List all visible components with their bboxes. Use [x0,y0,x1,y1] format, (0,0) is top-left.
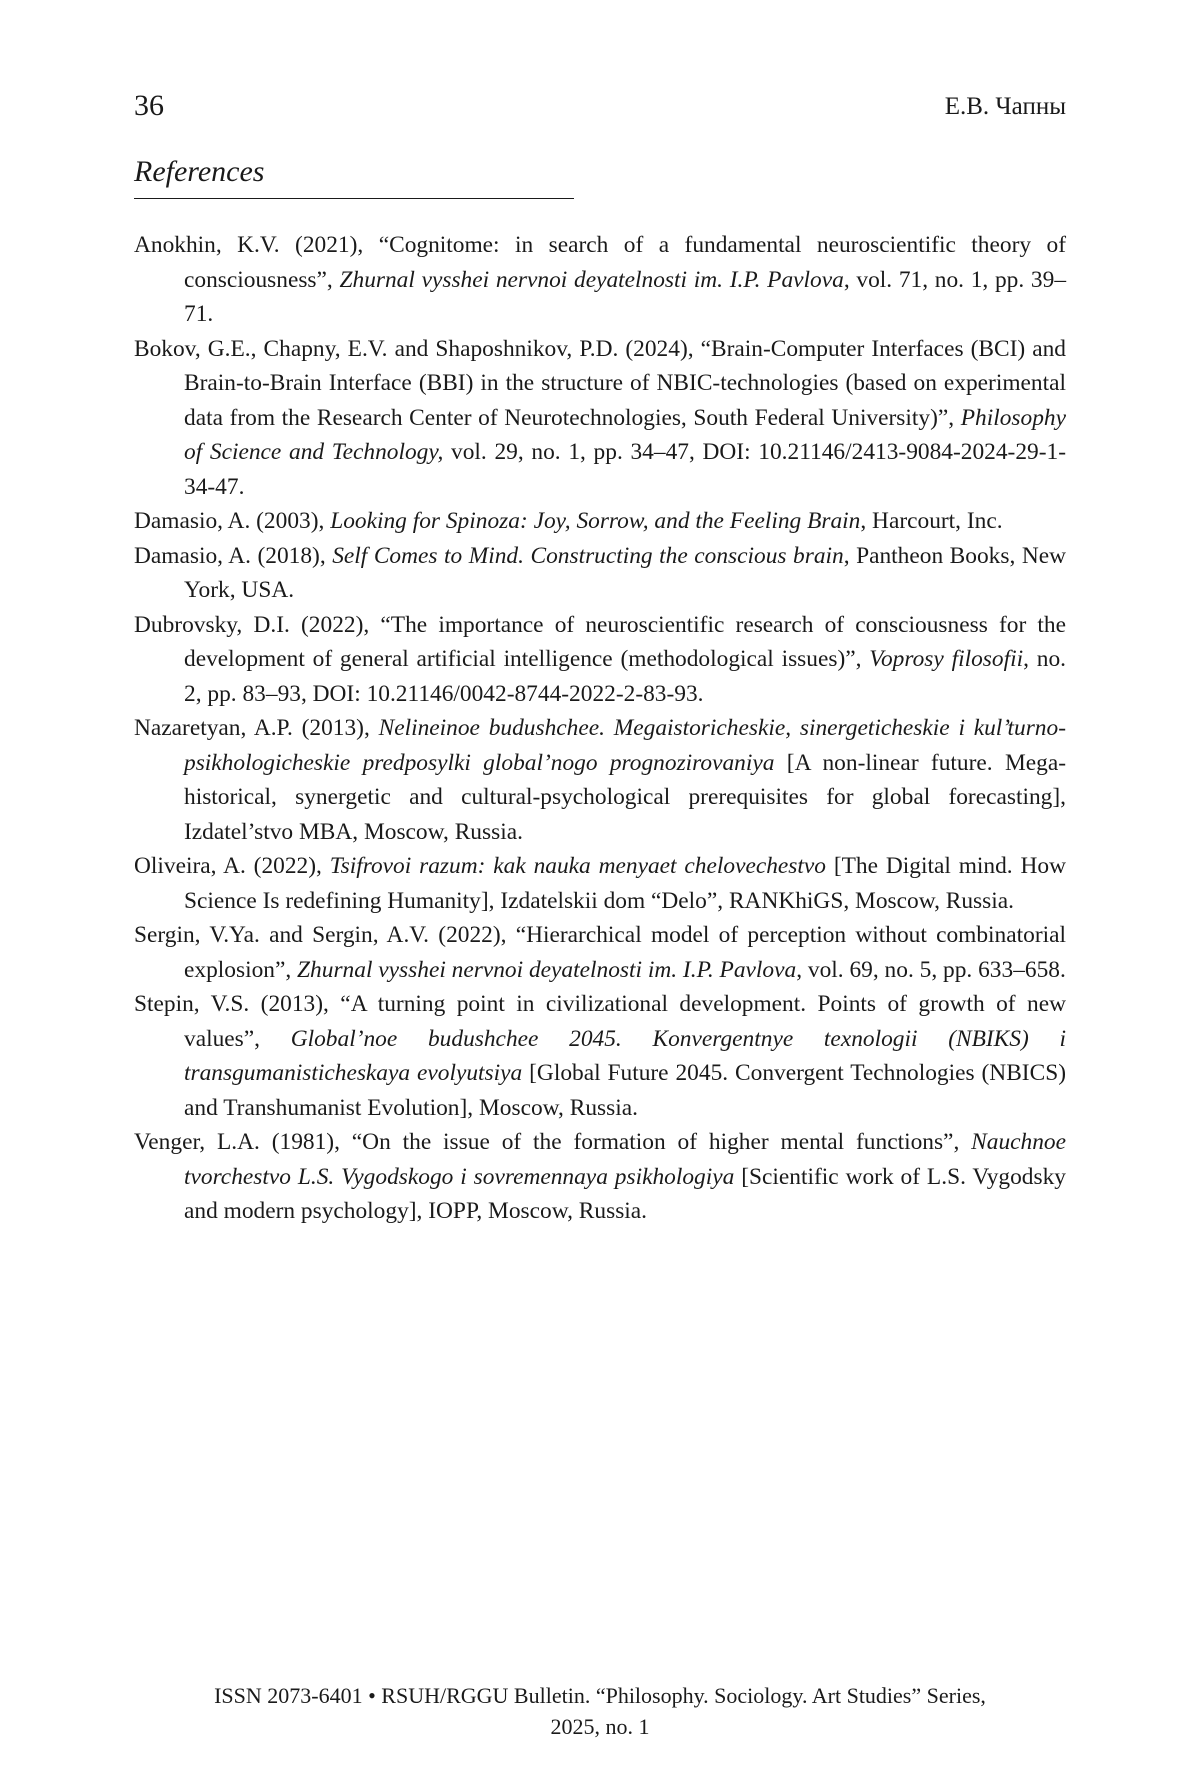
reference-text: Nazaretyan, A.P. (2013), [134,715,379,741]
reference-text: , vol. 69, no. 5, pp. 633–658. [796,957,1066,983]
section-title: References [134,152,574,199]
reference-text: Damasio, A. (2003), [134,508,330,534]
reference-source-title: Tsifrovoi razum: kak nauka menyaet chelovechestvo [330,853,826,879]
reference-text: [A non-linear future. Mega-historical, synergetic and cultural-psychological prerequisites for global forecasting], Izdatel’stvo MBA, Moscow, Russia. [184,750,1066,845]
reference-item [134,504,1066,539]
reference-text: , no. 2, pp. 83–93, DOI: 10.21146/0042-8744-2022-2-83-93. [184,646,1066,707]
reference-text: [The Digital mind. How Science Is redefining Humanity], Izdatelskii dom “Delo”, RANKhiGS, Moscow, Russia. [184,853,1066,914]
footer-issue-line: 2025, no. 1 [134,1711,1066,1742]
reference-text: [Scientific work of L.S. Vygodsky and modern psychology], IOPP, Moscow, Russia. [184,1164,1066,1225]
reference-item [134,711,1066,849]
reference-list [134,228,1066,1229]
page-footer [134,1680,1066,1742]
reference-text: vol. 29, no. 1, pp. 34–47, DOI: 10.21146/2413-9084-2024-29-1-34-47. [184,439,1066,500]
footer-journal-line: ISSN 2073-6401 • RSUH/RGGU Bulletin. “Philosophy. Sociology. Art Studies” Series, [134,1680,1066,1711]
reference-text: Stepin, V.S. (2013), “A turning point in civilizational development. Points of growth of new values”, [134,991,1066,1052]
reference-source-title: Nauchnoe tvorchestvo L.S. Vygodskogo i sovremennaya psikhologiya [184,1129,1066,1190]
reference-text: Anokhin, K.V. (2021), “Cognitome: in search of a fundamental neuroscientific theory of consciousness”, [134,232,1066,293]
reference-item [134,539,1066,608]
page-number: 36 [134,86,164,126]
reference-source-title: Voprosy filosofii [869,646,1023,672]
reference-text: Bokov, G.E., Chapny, E.V. and Shaposhnikov, P.D. (2024), “Brain-Computer Interfaces (BCI) and Brain-to-Brain Interface (BBI) in the structure of NBIC-technologies (based on experimental data from the Research Center of Neurotechnologies, South Federal University)”, [134,336,1066,431]
reference-item [134,608,1066,712]
reference-text: Damasio, A. (2018), [134,543,332,569]
reference-text: Sergin, V.Ya. and Sergin, A.V. (2022), “Hierarchical model of perception without com­binatorial explosion”, [134,922,1066,983]
reference-text: Dubrovsky, D.I. (2022), “The importance of neuroscientific research of consciousness for the development of general artificial intelligence (methodological issues)”, [134,612,1066,673]
reference-source-title: Global’noe budushchee 2045. Konvergentnye texnologii (NBIKS) i transgumanisticheskaya evolyutsiya [184,1026,1066,1087]
reference-item [134,1125,1066,1229]
reference-item [134,332,1066,505]
reference-text: , vol. 71, no. 1, pp. 39–71. [184,267,1066,328]
reference-source-title: Zhurnal vysshei nervnoi deyatelnosti im. I.P. Pavlova [339,267,843,293]
reference-source-title: Zhurnal vysshei nervnoi deyatelnosti im. I.P. Pavlova [297,957,796,983]
reference-item [134,918,1066,987]
reference-source-title: Self Comes to Mind. Constructing the conscious brain [332,543,844,569]
reference-text: Oliveira, A. (2022), [134,853,330,879]
reference-text: Venger, L.A. (1981), “On the issue of the formation of higher mental functions”, [134,1129,971,1155]
reference-item [134,987,1066,1125]
reference-source-title: Nelineinoe budushchee. Megaistoricheskie, sinergeticheskie i kul’turno-psikhologicheskie predposylki global’nogo prognozirovaniya [184,715,1066,776]
reference-text: [Global Future 2045. Convergent Technologies (NBICS) and Transhumanist Evolution], Moscow, Russia. [184,1060,1066,1121]
reference-source-title: Philosophy of Science and Technology, [184,405,1066,466]
reference-item [134,849,1066,918]
reference-item [134,228,1066,332]
reference-source-title: Looking for Spinoza: Joy, Sorrow, and the Feeling Brain [330,508,860,534]
reference-text: , Harcourt, Inc. [860,508,1002,534]
running-head-author: Е.В. Чапны [945,90,1066,124]
reference-text: , Pantheon Books, New York, USA. [184,543,1066,604]
